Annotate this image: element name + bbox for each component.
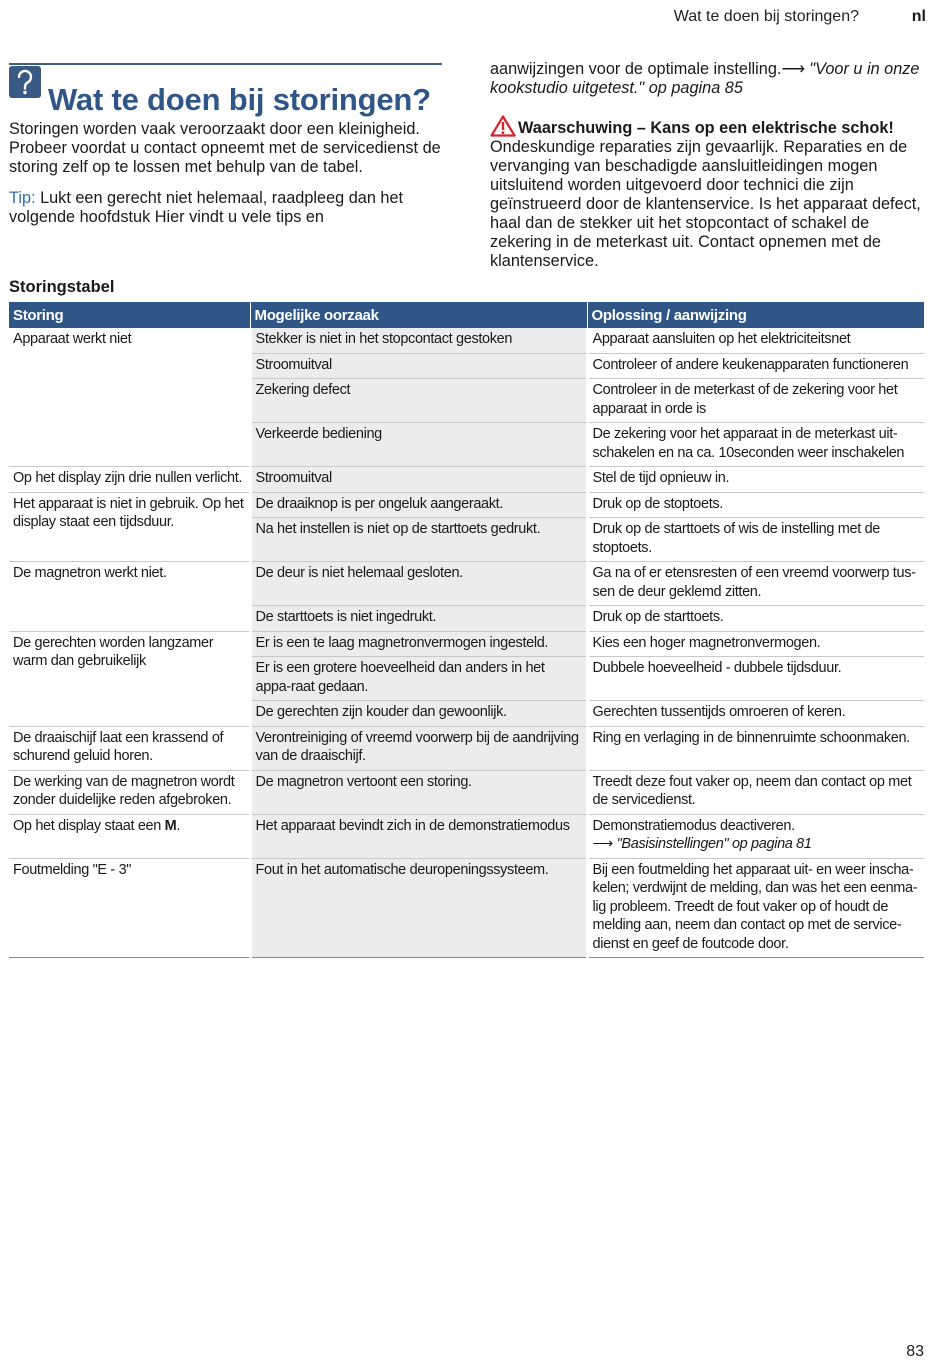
- continuation-text: aanwijzingen voor de optimale instelling.: [490, 60, 782, 78]
- oorzaak-cell: Er is een grotere hoeveelheid dan anders in het appa-raat gedaan.: [250, 657, 587, 701]
- storingstabel: [9, 302, 924, 958]
- table-row: [9, 631, 924, 657]
- storing-cell: [9, 814, 250, 858]
- table-row: [9, 492, 924, 518]
- storing-cell: De magnetron werkt niet.: [9, 562, 250, 632]
- table-row: [9, 858, 924, 958]
- help-question-icon: [9, 66, 41, 98]
- oorzaak-cell: Fout in het automatische deuropeningssysteem.: [250, 858, 587, 958]
- heading-rule: [9, 63, 442, 65]
- table-row: [9, 328, 924, 353]
- oplossing-cell: Gerechten tussentijds omroeren of keren.: [587, 701, 924, 727]
- oplossing-cell: Kies een hoger magnetronvermogen.: [587, 631, 924, 657]
- storing-cell: Foutmelding "E - 3": [9, 858, 250, 958]
- oorzaak-cell: Het apparaat bevindt zich in de demonstratiemodus: [250, 814, 587, 858]
- storing-suffix: .: [176, 817, 181, 834]
- oorzaak-cell: Stroomuitval: [250, 353, 587, 379]
- warning-text: Ondeskundige reparaties zijn gevaarlijk. Reparaties en de vervanging van beschadigde aansluitleidingen mogen uitsluitend worden uitgevoerd door technici die zijn geïnstrueerd door de klantenservice. Is het apparaat defect, haal dan de stekker uit het stopcontact of schakel de zekering in de meterkast uit. Contact opnemen met de klantenservice.: [490, 138, 921, 270]
- oplossing-cell: Ga na of er etensresten of een vreemd voorwerp tus-sen de deur geklemd zitten.: [587, 562, 924, 606]
- storing-cell: Apparaat werkt niet: [9, 328, 250, 467]
- oplossing-text: Demonstratiemodus deactiveren.: [592, 817, 795, 834]
- oorzaak-cell: Stekker is niet in het stopcontact gestoken: [250, 328, 587, 353]
- oplossing-cell: Ring en verlaging in de binnenruimte schoonmaken.: [587, 726, 924, 770]
- continuation-paragraph: [490, 60, 922, 98]
- running-head: [0, 8, 934, 34]
- cross-reference-arrow: ⟶: [592, 836, 613, 852]
- storing-cell: De gerechten worden langzamer warm dan gebruikelijk: [9, 631, 250, 726]
- right-column: [490, 60, 922, 271]
- oorzaak-cell: Na het instellen is niet op de starttoets gedrukt.: [250, 518, 587, 562]
- cross-reference-arrow: ⟶: [781, 60, 805, 78]
- oorzaak-cell: Verontreiniging of vreemd voorwerp bij de aandrijving van de draaischijf.: [250, 726, 587, 770]
- column-header-oorzaak: Mogelijke oorzaak: [250, 302, 587, 328]
- tip-label: Tip:: [9, 189, 36, 207]
- section-heading-block: [9, 63, 442, 117]
- oplossing-cell: Druk op de starttoets.: [587, 606, 924, 632]
- page-number: 83: [906, 1343, 924, 1360]
- oorzaak-cell: De gerechten zijn kouder dan gewoonlijk.: [250, 701, 587, 727]
- oplossing-cell: Controleer in de meterkast of de zekering voor het apparaat in orde is: [587, 379, 924, 423]
- tip-text: Lukt een gerecht niet helemaal, raadpleeg dan het volgende hoofdstuk Hier vindt u vele tips en: [9, 189, 404, 226]
- table-header-row: [9, 302, 924, 328]
- oplossing-cell: Dubbele hoeveelheid - dubbele tijdsduur.: [587, 657, 924, 701]
- column-header-oplossing: Oplossing / aanwijzing: [587, 302, 924, 328]
- tip-paragraph: [9, 189, 442, 227]
- table-title: Storingstabel: [9, 278, 115, 296]
- storing-cell: Het apparaat is niet in gebruik. Op het display staat een tijdsduur.: [9, 492, 250, 562]
- running-head-language: nl: [911, 8, 926, 25]
- table-row: [9, 770, 924, 814]
- page-title: Wat te doen bij storingen?: [48, 81, 431, 117]
- oplossing-cell: Controleer of andere keukenapparaten functioneren: [587, 353, 924, 379]
- storing-cell: De werking van de magnetron wordt zonder duidelijke reden afgebroken.: [9, 770, 250, 814]
- oplossing-cell: Apparaat aansluiten op het elektriciteitsnet: [587, 328, 924, 353]
- oplossing-cell: De zekering voor het apparaat in de meterkast uit-schakelen en na ca. 10seconden weer inschakelen: [587, 423, 924, 467]
- table-row: [9, 814, 924, 858]
- cross-reference-link[interactable]: "Basisinstellingen" op pagina 81: [612, 836, 812, 852]
- intro-paragraph: Storingen worden vaak veroorzaakt door een kleinigheid. Probeer voordat u contact opneemt met de servicedienst de storing zelf op te lossen met behulp van de tabel.: [9, 120, 441, 176]
- oplossing-cell: Stel de tijd opnieuw in.: [587, 467, 924, 493]
- oorzaak-cell: De draaiknop is per ongeluk aangeraakt.: [250, 492, 587, 518]
- warning-triangle-icon: [490, 115, 516, 137]
- oorzaak-cell: De magnetron vertoont een storing.: [250, 770, 587, 814]
- oplossing-cell: Bij een foutmelding het apparaat uit- en weer inscha-kelen; verdwijnt de melding, dan was het een eenma-lig probleem. Treedt de fout vaker op of houdt de melding aan, neem dan contact op met de service-dienst en geef de foutcode door.: [587, 858, 924, 958]
- warning-block: [490, 115, 922, 271]
- table-row: [9, 562, 924, 606]
- display-symbol-m: M: [164, 817, 177, 834]
- oplossing-cell: [587, 814, 924, 858]
- running-head-title: Wat te doen bij storingen?: [673, 8, 859, 25]
- oplossing-cell: Druk op de stoptoets.: [587, 492, 924, 518]
- oorzaak-cell: Zekering defect: [250, 379, 587, 423]
- oorzaak-cell: Er is een te laag magnetronvermogen ingesteld.: [250, 631, 587, 657]
- storing-cell: Op het display zijn drie nullen verlicht.: [9, 467, 250, 493]
- oorzaak-cell: De starttoets is niet ingedrukt.: [250, 606, 587, 632]
- table-row: [9, 726, 924, 770]
- left-column: [9, 63, 442, 227]
- oplossing-cell: Druk op de starttoets of wis de instelling met de stoptoets.: [587, 518, 924, 562]
- oorzaak-cell: De deur is niet helemaal gesloten.: [250, 562, 587, 606]
- oplossing-cell: Treedt deze fout vaker op, neem dan contact op met de servicedienst.: [587, 770, 924, 814]
- column-header-storing: Storing: [9, 302, 250, 328]
- cross-reference-link[interactable]: "Voor u in onze kookstudio uitgetest." op pagina 85: [490, 60, 920, 97]
- storing-text: Op het display staat een: [13, 817, 165, 834]
- warning-title: Waarschuwing – Kans op een elektrische schok!: [518, 119, 894, 137]
- storing-cell: De draaischijf laat een krassend of schurend geluid horen.: [9, 726, 250, 770]
- oorzaak-cell: Verkeerde bediening: [250, 423, 587, 467]
- oorzaak-cell: Stroomuitval: [250, 467, 587, 493]
- table-row: [9, 467, 924, 493]
